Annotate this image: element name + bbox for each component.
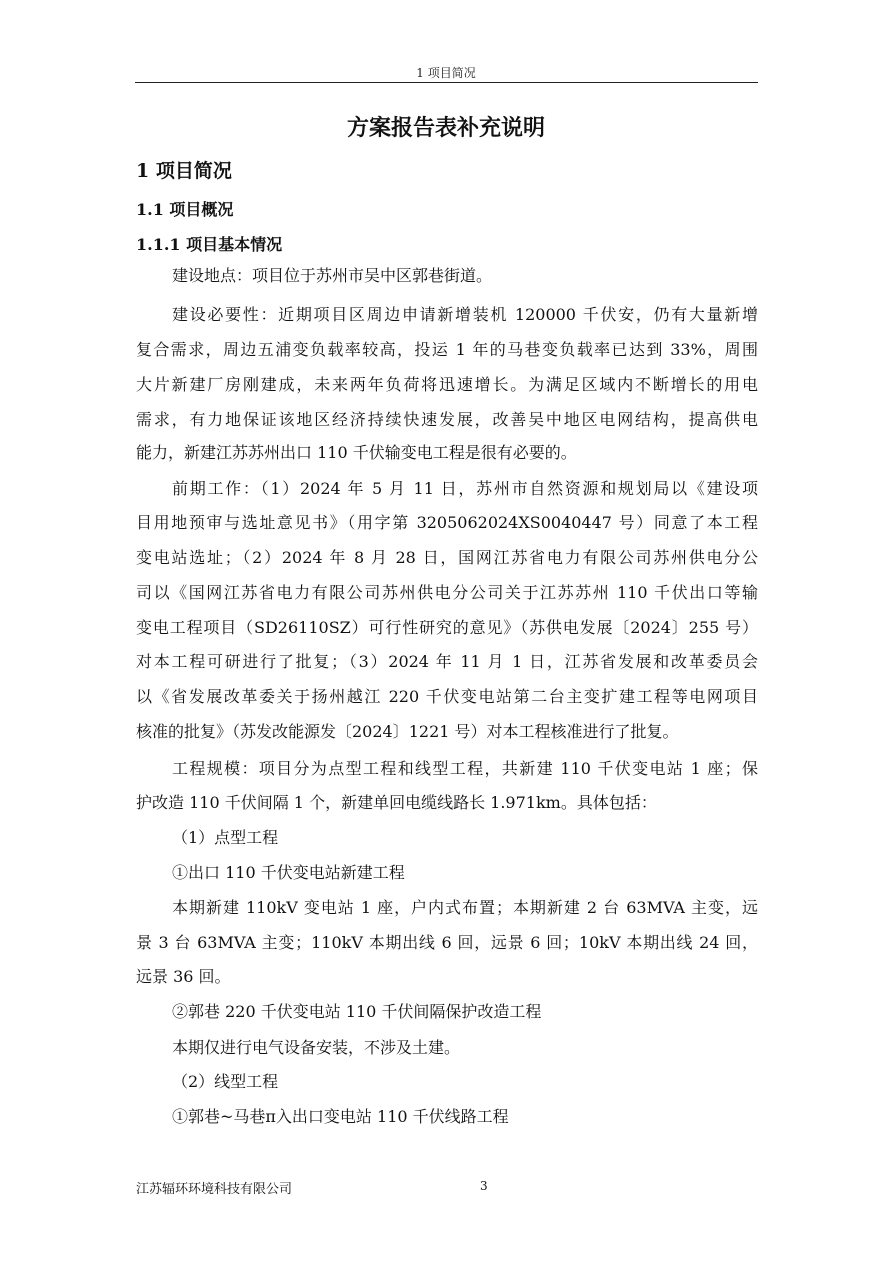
list-heading: （2）线型工程 <box>172 1072 279 1091</box>
document-title: 方案报告表补充说明 <box>346 115 545 141</box>
paragraph-line: 前期工作：（1）2024 年 5 月 11 日，苏州市自然资源和规划局以《建设项 <box>172 479 758 498</box>
section-heading-1-1-1: 1.1.1 项目基本情况 <box>136 235 283 254</box>
paragraph-line: 本期仅进行电气设备安装，不涉及土建。 <box>172 1038 461 1057</box>
footer-company: 江苏辐环环境科技有限公司 <box>136 1182 293 1197</box>
paragraph-line: 变电站选址；（2）2024 年 8 月 28 日，国网江苏省电力有限公司苏州供电分公 <box>136 548 758 567</box>
paragraph-line: 建设地点：项目位于苏州市吴中区郭巷街道。 <box>172 266 493 285</box>
list-item: ①郭巷~马巷π入出口变电站 110 千伏线路工程 <box>172 1107 509 1126</box>
list-item: ②郭巷 220 千伏变电站 110 千伏间隔保护改造工程 <box>172 1002 542 1021</box>
paragraph-line: 变电工程项目（SD26110SZ）可行性研究的意见》（苏供电发展〔2024〕255 号） <box>136 618 758 637</box>
paragraph-line: 目用地预审与选址意见书》（用字第 3205062024XS0040447 号）同意了本工程 <box>136 513 758 532</box>
paragraph-line: 核准的批复》（苏发改能源发〔2024〕1221 号）对本工程核准进行了批复。 <box>136 722 679 741</box>
paragraph-line: 工程规模：项目分为点型工程和线型工程，共新建 110 千伏变电站 1 座；保 <box>172 759 758 778</box>
paragraph-line: 护改造 110 千伏间隔 1 个，新建单回电缆线路长 1.971km。具体包括： <box>136 793 657 812</box>
section-heading-1-1: 1.1 项目概况 <box>136 200 234 219</box>
list-item: ①出口 110 千伏变电站新建工程 <box>172 863 405 882</box>
paragraph-line: 建设必要性：近期项目区周边申请新增装机 120000 千伏安，仍有大量新增 <box>172 305 758 324</box>
header-divider <box>135 82 758 83</box>
paragraph-line: 景 3 台 63MVA 主变；110kV 本期出线 6 回，远景 6 回；10kV 本期出线 24 回， <box>136 933 758 952</box>
paragraph-line: 需求，有力地保证该地区经济持续快速发展，改善吴中地区电网结构，提高供电 <box>136 410 758 429</box>
paragraph-line: 复合需求，周边五浦变负载率较高，投运 1 年的马巷变负载率已达到 33%，周围 <box>136 340 758 359</box>
running-header: 1 项目简况 <box>416 66 476 80</box>
paragraph-line: 以《省发展改革委关于扬州越江 220 千伏变电站第二台主变扩建工程等电网项目 <box>136 687 758 706</box>
paragraph-line: 远景 36 回。 <box>136 967 231 986</box>
paragraph-line: 大片新建厂房刚建成，未来两年负荷将迅速增长。为满足区域内不断增长的用电 <box>136 375 758 394</box>
paragraph-line: 司以《国网江苏省电力有限公司苏州供电分公司关于江苏苏州 110 千伏出口等输 <box>136 583 758 602</box>
list-heading: （1）点型工程 <box>172 828 279 847</box>
paragraph-line: 能力，新建江苏苏州出口 110 千伏输变电工程是很有必要的。 <box>136 443 577 462</box>
section-heading-1: 1 项目简况 <box>136 160 232 182</box>
paragraph-line: 对本工程可研进行了批复；（3）2024 年 11 月 1 日，江苏省发展和改革委员会 <box>136 652 758 671</box>
paragraph-line: 本期新建 110kV 变电站 1 座，户内式布置；本期新建 2 台 63MVA 主变，远 <box>172 898 758 917</box>
page-number: 3 <box>480 1179 488 1193</box>
